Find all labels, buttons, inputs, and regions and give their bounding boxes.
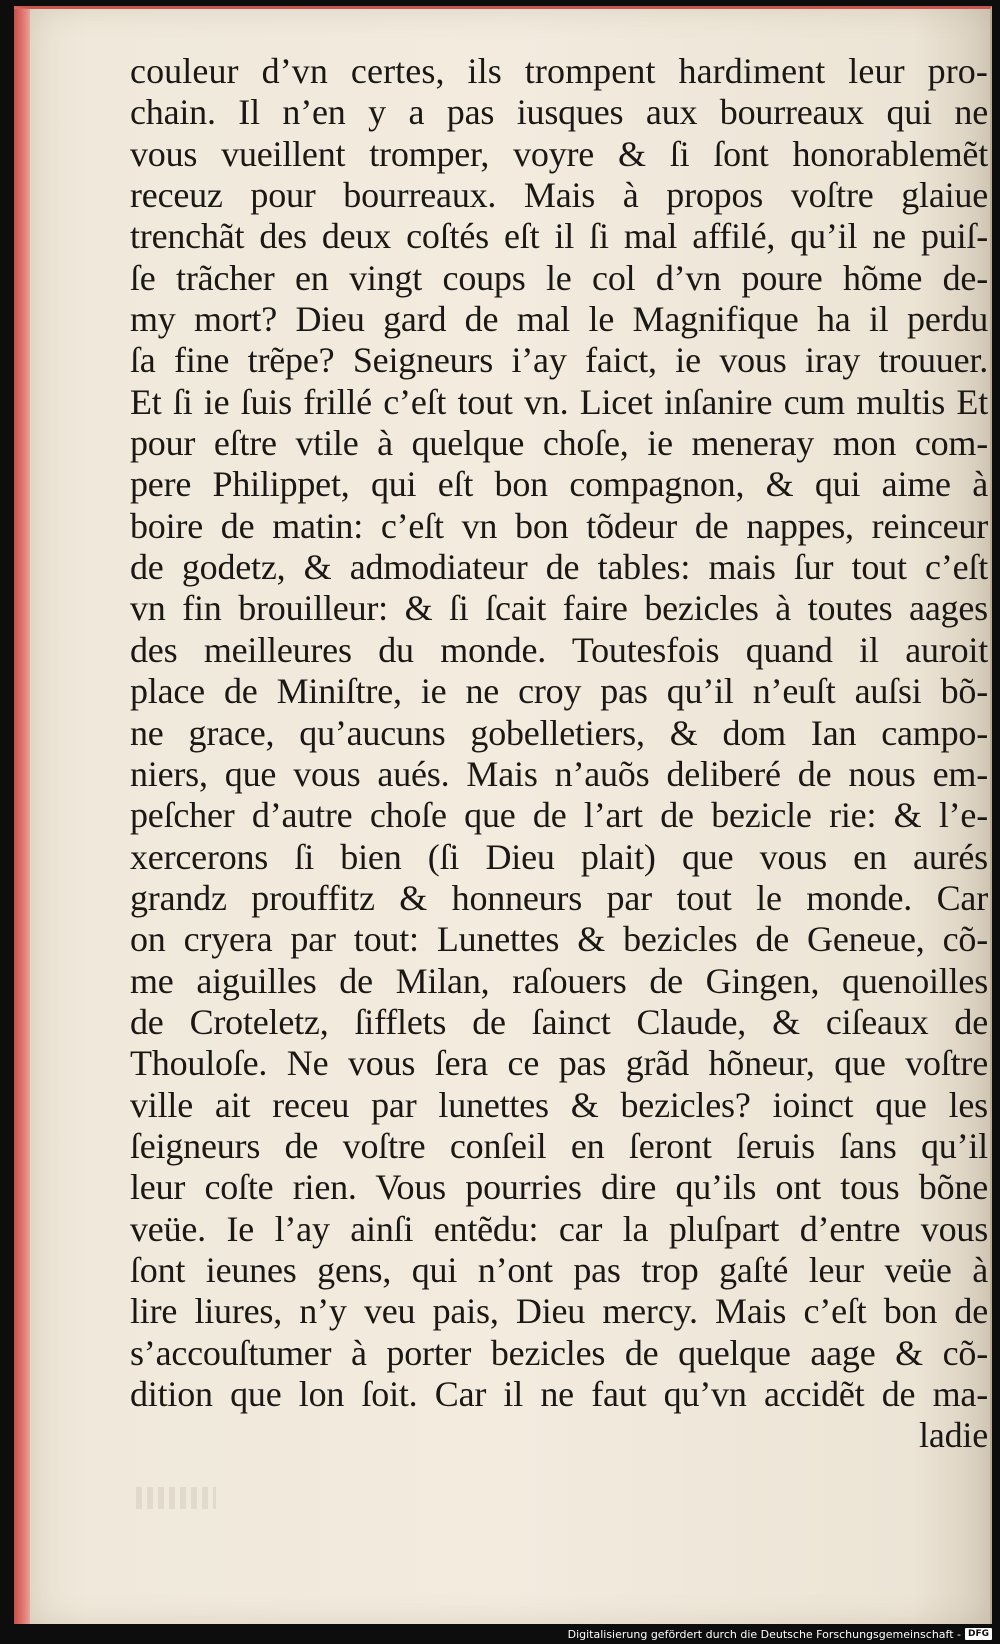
dfg-logo: DFG <box>965 1628 992 1640</box>
text-line: vous vueillent tromper, voyre & ſi ſont honorablemẽt <box>130 133 988 174</box>
bleed-through-mark <box>136 1487 216 1509</box>
text-line: Et ſi ie ſuis frillé c’eſt tout vn. Licet inſanire cum multis Et <box>130 381 988 422</box>
text-line: s’accouſtumer à porter bezicles de quelque aage & cõ- <box>130 1332 988 1373</box>
digitization-credit <box>568 1626 992 1642</box>
text-line: my mort? Dieu gard de mal le Magnifique ha il perdu <box>130 299 988 340</box>
text-line: receuz pour bourreaux. Mais à propos voſtre glaiue <box>130 175 988 216</box>
text-line: pour eſtre vtile à quelque choſe, ie meneray mon com- <box>130 423 988 464</box>
text-line: lire liures, n’y veu pais, Dieu mercy. Mais c’eſt bon de <box>130 1291 988 1332</box>
text-line: vn fin brouilleur: & ſi ſcait faire bezicles à toutes aages <box>130 588 988 629</box>
text-line: place de Miniſtre, ie ne croy pas qu’il n’euſt auſsi bõ- <box>130 671 988 712</box>
book-page <box>14 6 992 1624</box>
text-line: de godetz, & admodiateur de tables: mais ſur tout c’eſt <box>130 547 988 588</box>
text-line: me aiguilles de Milan, raſouers de Gingen, quenoilles <box>130 960 988 1001</box>
text-line: Thouloſe. Ne vous ſera ce pas grãd hõneur, que voſtre <box>130 1043 988 1084</box>
text-line: ſa fine trẽpe? Seigneurs i’ay faict, ie vous iray trouuer. <box>130 340 988 381</box>
text-line: chain. Il n’en y a pas iusques aux bourreaux qui ne <box>130 92 988 133</box>
text-line: pere Philippet, qui eſt bon compagnon, & qui aime à <box>130 464 988 505</box>
text-line: ladie <box>919 1415 988 1456</box>
text-line: ſe trãcher en vingt coups le col d’vn poure hõme de- <box>130 257 988 298</box>
text-line: couleur d’vn certes, ils trompent hardiment leur pro- <box>130 51 988 91</box>
page-body-text <box>130 51 988 1457</box>
text-line: ne grace, qu’aucuns gobelletiers, & dom Ian campo- <box>130 712 988 753</box>
text-line: grandz prouffitz & honneurs par tout le monde. Car <box>130 877 988 918</box>
text-line: ſont ieunes gens, qui n’ont pas trop gaſté leur veüe à <box>130 1249 988 1290</box>
text-line: ſeigneurs de voſtre conſeil en ſeront ſeruis ſans qu’il <box>130 1125 988 1166</box>
text-line: ville ait receu par lunettes & bezicles? ioinct que les <box>130 1084 988 1125</box>
text-line: on cryera par tout: Lunettes & bezicles de Geneue, cõ- <box>130 919 988 960</box>
text-line: xercerons ſi bien (ſi Dieu plait) que vous en aurés <box>130 836 988 877</box>
text-line: des meilleures du monde. Toutesfois quand il auroit <box>130 629 988 670</box>
text-line: dition que lon ſoit. Car il ne faut qu’vn accidẽt de ma- <box>130 1374 988 1414</box>
text-line: peſcher d’autre choſe que de l’art de bezicle rie: & l’e- <box>130 795 988 836</box>
text-line: de Croteletz, ſifflets de ſainct Claude, & ciſeaux de <box>130 1001 988 1042</box>
text-line: trenchãt des deux coſtés eſt il ſi mal affilé, qu’il ne puiſ- <box>130 216 988 257</box>
text-line: veüe. Ie l’ay ainſi entẽdu: car la pluſpart d’entre vous <box>130 1208 988 1249</box>
text-line: niers, que vous aués. Mais n’auõs deliberé de nous em- <box>130 753 988 794</box>
funding-credit-text: Digitalisierung gefördert durch die Deutsche Forschungsgemeinschaft - <box>567 1627 961 1641</box>
text-line: leur coſte rien. Vous pourries dire qu’ils ont tous bõne <box>130 1167 988 1208</box>
text-line: boire de matin: c’eſt vn bon tõdeur de nappes, reinceur <box>130 505 988 546</box>
